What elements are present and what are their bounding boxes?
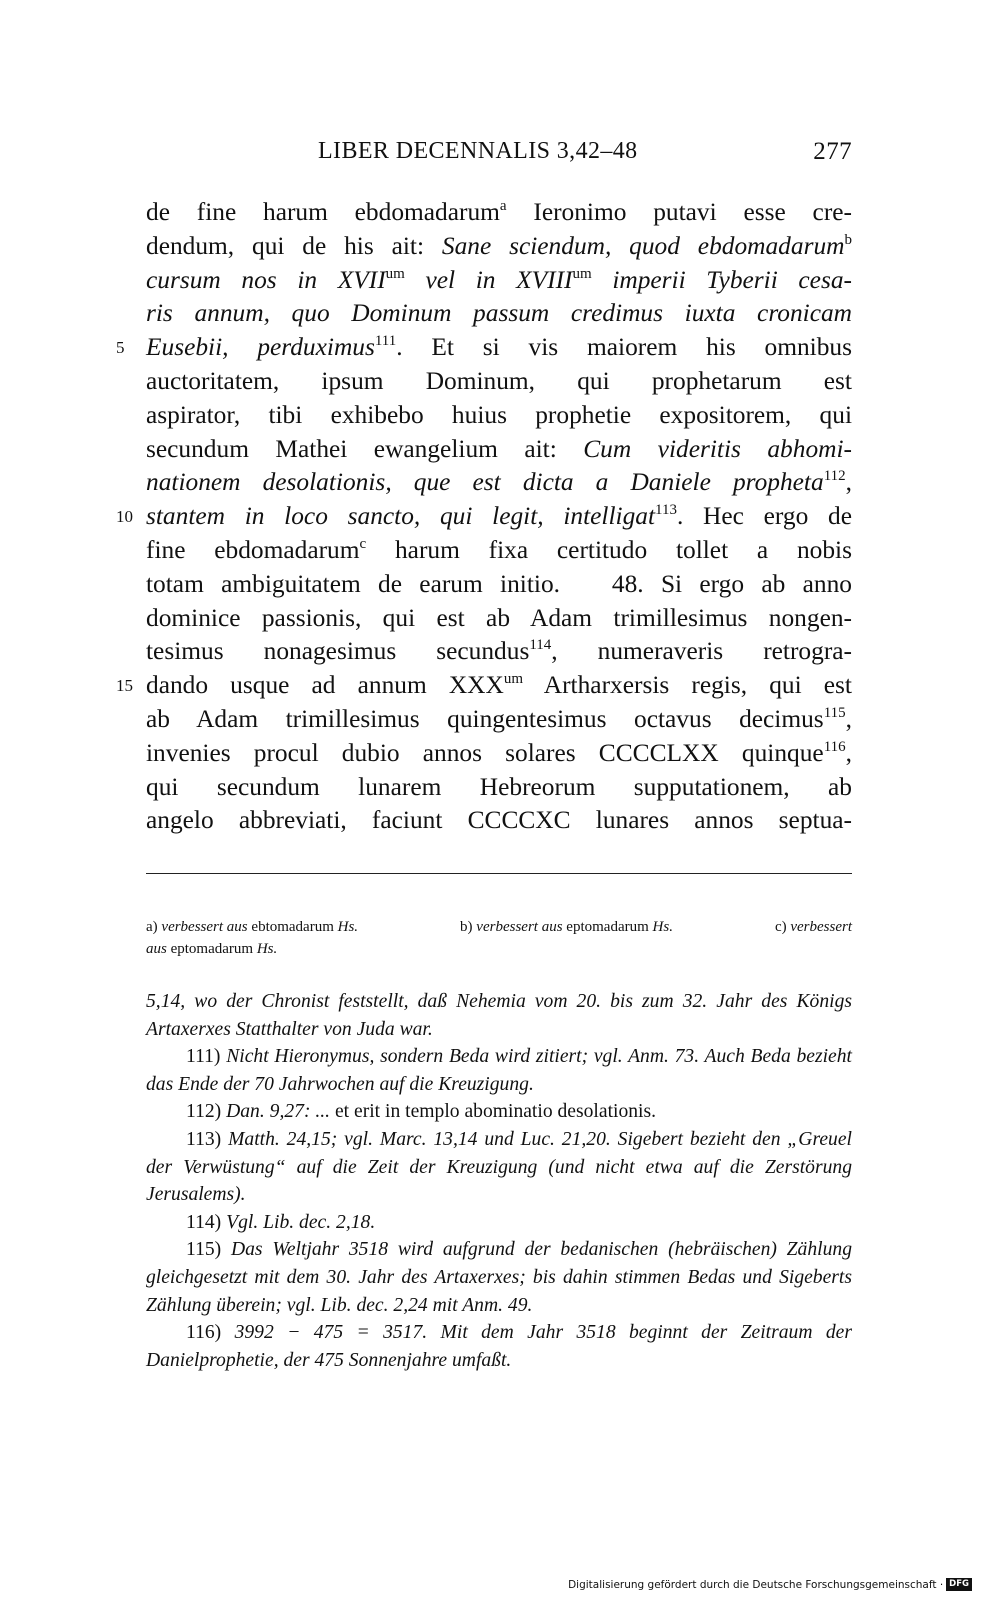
- note-116: [146, 1319, 852, 1374]
- text-line-11: [146, 534, 852, 568]
- note-115: [146, 1236, 852, 1319]
- text-line-14: [146, 635, 852, 669]
- credit-text: Digitalisierung gefördert durch die Deutsche Forschungsgemeinschaft ·: [568, 1578, 944, 1591]
- apparatus-siglum: Hs.: [337, 919, 359, 935]
- note-114: [146, 1209, 852, 1237]
- text-line-6: [146, 365, 852, 399]
- quotation: Sane sciendum, quod ebdomadarum: [441, 231, 845, 260]
- text-run: Ieronimo putavi esse cre-: [506, 198, 852, 226]
- note-113: [146, 1126, 852, 1209]
- quotation: nationem desolationis, que est dicta a Daniele propheta: [146, 468, 824, 497]
- note-text: Das Weltjahr 3518 wird aufgrund der bedanischen (hebräischen) Zählung gleichgesetzt mit dem 30. Jahr des Artaxerxes; bis dahin stimmen Bedas und Sigeberts Zählung überein; vgl. Lib. dec. 2,24 mit Anm. 49.: [146, 1239, 852, 1316]
- dfg-logo-icon: DFG: [946, 1578, 972, 1591]
- note-text: Matth. 24,15; vgl. Marc. 13,14 und Luc. 21,20. Sigebert bezieht den „Greuel der Verwüstung“ auf die Zeit der Kreuzigung (und nicht etwa auf die Zerstörung Jerusalems).: [146, 1128, 852, 1206]
- note-text: Nicht Hieronymus, sondern Beda wird zitiert; vgl. Anm. 73. Auch Beda bezieht das Ende der 70 Jahrwochen auf die Kreuzigung.: [146, 1046, 852, 1095]
- text-run: . Hec ergo de: [676, 502, 852, 531]
- text-run: ab Adam trimillesimus quingentesimus octavus decimus: [146, 704, 824, 733]
- ordinal-superscript: um: [572, 265, 592, 282]
- text-line-3: [146, 264, 852, 298]
- quotation: ris annum, quo Dominum passum credimus iuxta cronicam: [146, 299, 852, 328]
- text-line-7: [146, 399, 852, 433]
- footnote-marker: 114: [529, 637, 552, 654]
- text-run: dominice passionis, qui est ab Adam trimillesimus nongen-: [146, 603, 852, 632]
- text-run: totam ambiguitatem de earum initio. 48. Si ergo ab anno: [146, 569, 852, 598]
- text-line-19: [146, 804, 852, 838]
- note-112: [146, 1098, 852, 1126]
- line-number: 10: [116, 507, 133, 527]
- text-run: harum fixa certitudo tollet a nobis: [366, 535, 852, 564]
- quotation: Cum videritis abhomi-: [583, 434, 852, 463]
- critical-apparatus: [146, 916, 852, 960]
- text-run: dendum, qui de his ait:: [146, 231, 442, 260]
- note-text: Dan. 9,27: ...: [226, 1101, 331, 1123]
- page-number: 277: [813, 138, 852, 165]
- text-line-15: [116, 669, 852, 703]
- apparatus-word: eptomadarum: [566, 919, 649, 935]
- text-line-4: [146, 297, 852, 331]
- text-run: qui secundum lunarem Hebreorum supputationem, ab: [146, 772, 852, 801]
- apparatus-note: verbessert aus: [476, 919, 563, 935]
- text-run: . Et si vis maiorem his omnibus: [396, 333, 852, 362]
- running-title: LIBER DECENNALIS 3,42–48: [318, 138, 638, 164]
- text-line-1: [146, 196, 852, 230]
- text-run: aspirator, tibi exhibebo huius prophetie expositorem, qui: [146, 400, 852, 429]
- quotation: cursum nos in XVII: [146, 265, 386, 294]
- note-number: 112): [186, 1101, 222, 1123]
- note-number: 111): [186, 1046, 221, 1068]
- apparatus-siglum: Hs.: [652, 919, 673, 935]
- apparatus-label: b): [460, 919, 473, 935]
- text-run: ,: [845, 738, 852, 767]
- text-run: auctoritatem, ipsum Dominum, qui prophetarum est: [146, 366, 852, 395]
- note-number: 114): [186, 1211, 222, 1233]
- text-line-16: [146, 703, 852, 737]
- apparatus-row: [146, 916, 852, 938]
- text-run: Artharxersis regis, qui est: [523, 671, 852, 700]
- footnote-marker: 111: [374, 333, 397, 350]
- note-number: 115): [186, 1239, 222, 1261]
- text-line-18: [146, 771, 852, 805]
- footnote-marker: 116: [823, 738, 846, 755]
- note-number: 113): [186, 1128, 222, 1150]
- text-line-10: [116, 500, 852, 534]
- text-line-2: [146, 230, 852, 264]
- quotation: Eusebii, perduximus: [146, 333, 375, 362]
- apparatus-marker: c: [359, 535, 367, 552]
- ordinal-superscript: um: [385, 265, 405, 282]
- text-line-13: [146, 602, 852, 636]
- apparatus-label: c): [774, 919, 787, 935]
- apparatus-label: a): [146, 919, 158, 935]
- text-run: fine ebdomadarum: [146, 535, 360, 564]
- note-continuation: [146, 988, 852, 1043]
- text-line-12: [146, 568, 852, 602]
- apparatus-note: verbessert: [790, 919, 852, 935]
- apparatus-entry-c: [775, 916, 852, 938]
- text-run: de fine harum ebdomadarum: [146, 198, 500, 226]
- footnote-marker: 115: [823, 704, 846, 721]
- text-run: tesimus nonagesimus secundus: [146, 637, 530, 666]
- apparatus-entry-a: [146, 916, 358, 938]
- note-111: [146, 1043, 852, 1098]
- text-line-17: [146, 737, 852, 771]
- quotation: imperii Tyberii cesa-: [591, 265, 852, 294]
- text-run: invenies procul dubio annos solares CCCCLXX quinque: [146, 738, 824, 767]
- apparatus-word: eptomadarum: [170, 941, 254, 957]
- apparatus-siglum: Hs.: [256, 941, 278, 957]
- text-run: ,: [845, 468, 852, 497]
- apparatus-note: verbessert aus: [161, 919, 248, 935]
- footnote-marker: 112: [823, 468, 846, 485]
- text-line-9: [146, 466, 852, 500]
- line-number: 5: [116, 338, 125, 358]
- text-run: dando usque ad annum XXX: [146, 671, 504, 700]
- footnote-separator: [146, 873, 852, 874]
- line-number: 15: [116, 676, 133, 696]
- digitization-credit: [568, 1578, 972, 1591]
- note-text: Vgl. Lib. dec. 2,18.: [226, 1211, 376, 1233]
- text-run: secundum Mathei ewangelium ait:: [146, 434, 584, 463]
- quotation: stantem in loco sancto, qui legit, intelligat: [146, 502, 656, 531]
- main-text: [116, 196, 852, 838]
- text-run: ,: [845, 704, 852, 733]
- text-line-8: [146, 433, 852, 467]
- apparatus-entry-b: [460, 916, 673, 938]
- ordinal-superscript: um: [503, 671, 524, 688]
- commentary-notes: [146, 988, 852, 1374]
- quotation: vel in XVIII: [404, 265, 573, 294]
- note-text: 5,14, wo der Chronist feststellt, daß Nehemia vom 20. bis zum 32. Jahr des Königs Artaxerxes Statthalter von Juda war.: [146, 991, 852, 1040]
- note-quote: et erit in templo abominatio desolationis.: [330, 1101, 657, 1123]
- text-run: , numeraveris retrogra-: [551, 637, 852, 666]
- note-text: 3992 − 475 = 3517. Mit dem Jahr 3518 beginnt der Zeitraum der Danielprophetie, der 475 Sonnenjahre umfaßt.: [146, 1322, 852, 1371]
- apparatus-note: aus: [146, 941, 167, 957]
- apparatus-marker: a: [499, 198, 507, 214]
- text-run: angelo abbreviati, faciunt CCCCXC lunares annos septua-: [146, 806, 852, 835]
- text-line-5: [116, 331, 852, 365]
- apparatus-word: ebtomadarum: [251, 919, 334, 935]
- note-number: 116): [186, 1322, 222, 1344]
- footnote-marker: 113: [655, 502, 677, 519]
- apparatus-marker: b: [844, 231, 852, 248]
- apparatus-row: [146, 938, 852, 960]
